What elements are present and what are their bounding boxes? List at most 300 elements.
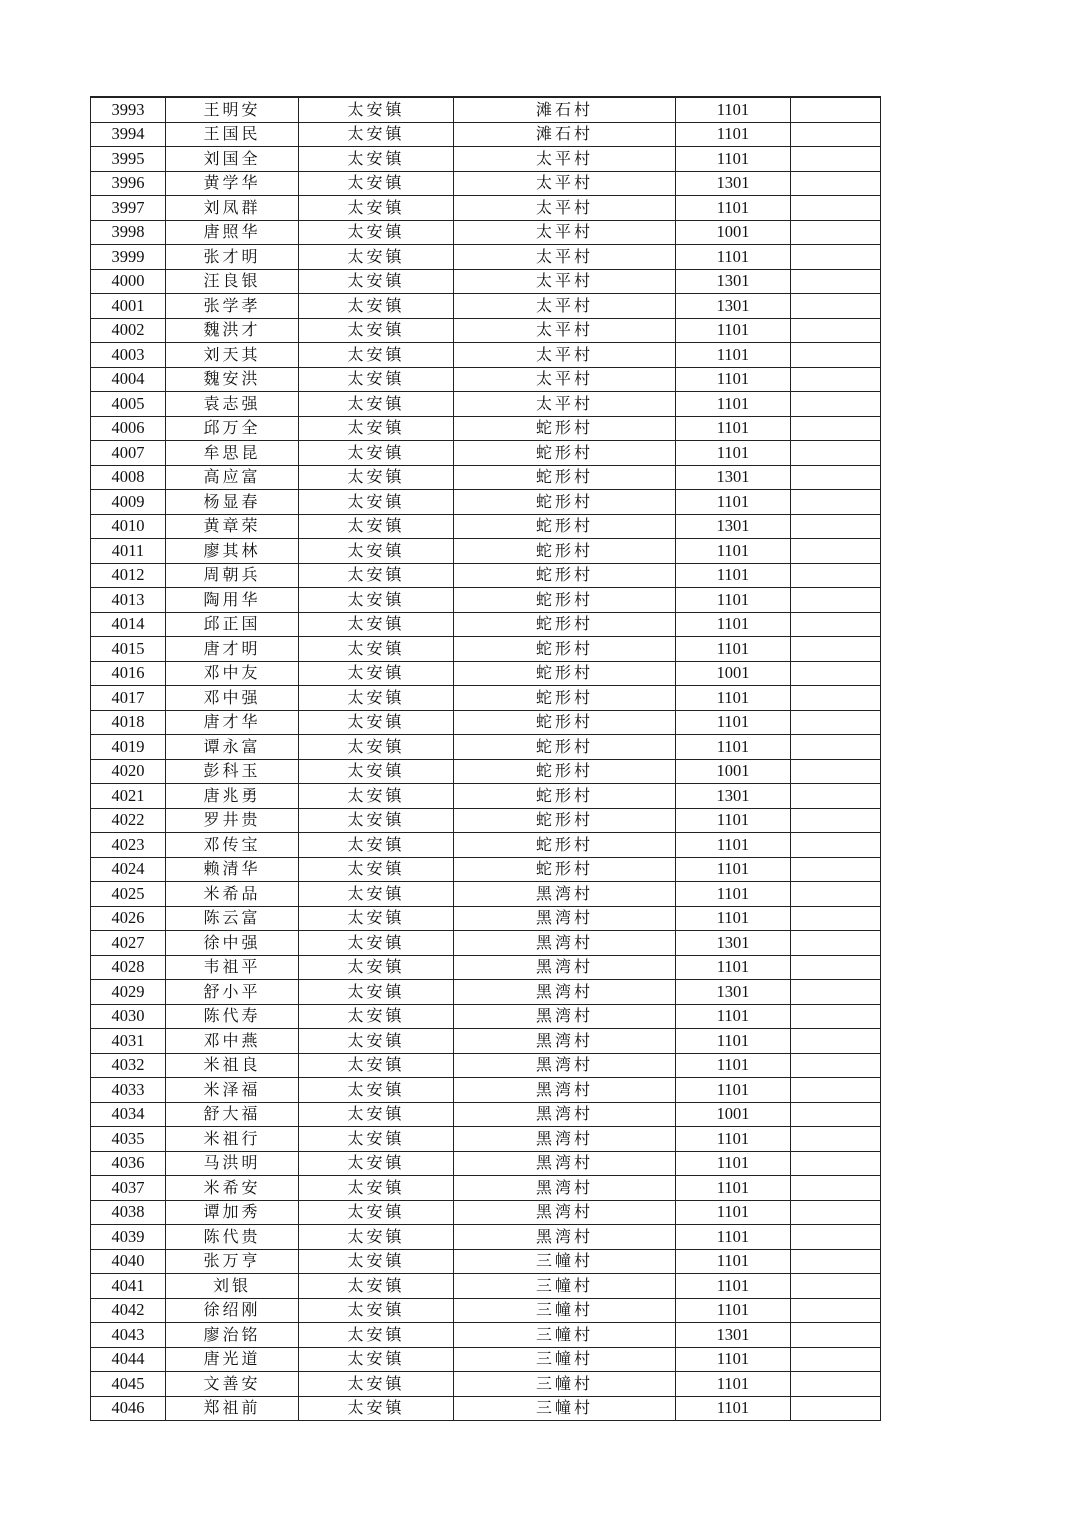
roster-table [90, 96, 881, 1421]
row-number-cell: 4014 [91, 612, 166, 637]
note-cell [791, 1249, 881, 1274]
row-number-cell: 4045 [91, 1372, 166, 1397]
table-row [91, 196, 881, 221]
person-name-cell: 廖治铭 [166, 1323, 299, 1348]
person-name-cell: 舒大福 [166, 1102, 299, 1127]
row-number-cell: 4003 [91, 343, 166, 368]
code-cell: 1101 [676, 612, 791, 637]
person-name-cell: 赖清华 [166, 857, 299, 882]
town-cell: 太安镇 [299, 931, 454, 956]
code-cell: 1001 [676, 1102, 791, 1127]
table-row [91, 1176, 881, 1201]
code-cell: 1101 [676, 1298, 791, 1323]
table-row [91, 1053, 881, 1078]
town-cell: 太安镇 [299, 563, 454, 588]
note-cell [791, 857, 881, 882]
row-number-cell: 4046 [91, 1396, 166, 1421]
note-cell [791, 392, 881, 417]
row-number-cell: 4036 [91, 1151, 166, 1176]
note-cell [791, 294, 881, 319]
row-number-cell: 3994 [91, 122, 166, 147]
town-cell: 太安镇 [299, 1225, 454, 1250]
code-cell: 1101 [676, 686, 791, 711]
code-cell: 1101 [676, 1151, 791, 1176]
village-cell: 蛇形村 [454, 490, 676, 515]
table-row [91, 441, 881, 466]
note-cell [791, 980, 881, 1005]
table-row [91, 539, 881, 564]
village-cell: 黑湾村 [454, 955, 676, 980]
code-cell: 1101 [676, 1029, 791, 1054]
note-cell [791, 147, 881, 172]
person-name-cell: 邱万全 [166, 416, 299, 441]
code-cell: 1101 [676, 1396, 791, 1421]
town-cell: 太安镇 [299, 1102, 454, 1127]
note-cell [791, 416, 881, 441]
village-cell: 黑湾村 [454, 1127, 676, 1152]
row-number-cell: 3996 [91, 171, 166, 196]
person-name-cell: 魏洪才 [166, 318, 299, 343]
town-cell: 太安镇 [299, 588, 454, 613]
village-cell: 黑湾村 [454, 1053, 676, 1078]
note-cell [791, 931, 881, 956]
note-cell [791, 808, 881, 833]
town-cell: 太安镇 [299, 269, 454, 294]
town-cell: 太安镇 [299, 171, 454, 196]
code-cell: 1101 [676, 318, 791, 343]
village-cell: 蛇形村 [454, 441, 676, 466]
row-number-cell: 4030 [91, 1004, 166, 1029]
code-cell: 1101 [676, 196, 791, 221]
note-cell [791, 1078, 881, 1103]
village-cell: 蛇形村 [454, 563, 676, 588]
table-row [91, 1323, 881, 1348]
code-cell: 1101 [676, 563, 791, 588]
table-row [91, 1078, 881, 1103]
person-name-cell: 杨显春 [166, 490, 299, 515]
town-cell: 太安镇 [299, 1323, 454, 1348]
table-row [91, 686, 881, 711]
row-number-cell: 4001 [91, 294, 166, 319]
village-cell: 蛇形村 [454, 637, 676, 662]
note-cell [791, 955, 881, 980]
table-row [91, 759, 881, 784]
person-name-cell: 黄章荣 [166, 514, 299, 539]
row-number-cell: 4038 [91, 1200, 166, 1225]
row-number-cell: 4016 [91, 661, 166, 686]
code-cell: 1101 [676, 735, 791, 760]
town-cell: 太安镇 [299, 1078, 454, 1103]
code-cell: 1101 [676, 147, 791, 172]
note-cell [791, 1200, 881, 1225]
town-cell: 太安镇 [299, 343, 454, 368]
table-row [91, 147, 881, 172]
person-name-cell: 高应富 [166, 465, 299, 490]
code-cell: 1101 [676, 245, 791, 270]
row-number-cell: 4011 [91, 539, 166, 564]
table-row [91, 980, 881, 1005]
person-name-cell: 文善安 [166, 1372, 299, 1397]
person-name-cell: 谭永富 [166, 735, 299, 760]
code-cell: 1101 [676, 416, 791, 441]
code-cell: 1101 [676, 882, 791, 907]
table-row [91, 318, 881, 343]
person-name-cell: 唐兆勇 [166, 784, 299, 809]
note-cell [791, 1053, 881, 1078]
row-number-cell: 4020 [91, 759, 166, 784]
note-cell [791, 833, 881, 858]
town-cell: 太安镇 [299, 441, 454, 466]
note-cell [791, 196, 881, 221]
row-number-cell: 4008 [91, 465, 166, 490]
table-row [91, 612, 881, 637]
table-row [91, 1029, 881, 1054]
row-number-cell: 4005 [91, 392, 166, 417]
note-cell [791, 1274, 881, 1299]
code-cell: 1301 [676, 784, 791, 809]
code-cell: 1101 [676, 833, 791, 858]
village-cell: 黑湾村 [454, 882, 676, 907]
village-cell: 三幢村 [454, 1298, 676, 1323]
note-cell [791, 465, 881, 490]
town-cell: 太安镇 [299, 759, 454, 784]
village-cell: 太平村 [454, 245, 676, 270]
row-number-cell: 4032 [91, 1053, 166, 1078]
table-row [91, 1127, 881, 1152]
village-cell: 太平村 [454, 220, 676, 245]
person-name-cell: 韦祖平 [166, 955, 299, 980]
table-row [91, 1274, 881, 1299]
town-cell: 太安镇 [299, 1029, 454, 1054]
code-cell: 1101 [676, 539, 791, 564]
person-name-cell: 邓中燕 [166, 1029, 299, 1054]
person-name-cell: 唐才华 [166, 710, 299, 735]
note-cell [791, 1347, 881, 1372]
table-row [91, 1004, 881, 1029]
note-cell [791, 759, 881, 784]
code-cell: 1101 [676, 392, 791, 417]
row-number-cell: 4043 [91, 1323, 166, 1348]
table-row [91, 1249, 881, 1274]
town-cell: 太安镇 [299, 784, 454, 809]
code-cell: 1001 [676, 661, 791, 686]
person-name-cell: 唐照华 [166, 220, 299, 245]
table-row [91, 1372, 881, 1397]
code-cell: 1101 [676, 1274, 791, 1299]
code-cell: 1301 [676, 980, 791, 1005]
village-cell: 三幢村 [454, 1274, 676, 1299]
note-cell [791, 906, 881, 931]
row-number-cell: 4034 [91, 1102, 166, 1127]
town-cell: 太安镇 [299, 833, 454, 858]
town-cell: 太安镇 [299, 906, 454, 931]
code-cell: 1101 [676, 710, 791, 735]
code-cell: 1001 [676, 759, 791, 784]
person-name-cell: 陶用华 [166, 588, 299, 613]
row-number-cell: 4017 [91, 686, 166, 711]
town-cell: 太安镇 [299, 735, 454, 760]
table-row [91, 1396, 881, 1421]
village-cell: 黑湾村 [454, 1176, 676, 1201]
note-cell [791, 367, 881, 392]
village-cell: 太平村 [454, 294, 676, 319]
village-cell: 蛇形村 [454, 808, 676, 833]
note-cell [791, 122, 881, 147]
table-row [91, 784, 881, 809]
row-number-cell: 4010 [91, 514, 166, 539]
note-cell [791, 1372, 881, 1397]
code-cell: 1101 [676, 367, 791, 392]
village-cell: 蛇形村 [454, 784, 676, 809]
person-name-cell: 陈云富 [166, 906, 299, 931]
note-cell [791, 710, 881, 735]
village-cell: 三幢村 [454, 1323, 676, 1348]
town-cell: 太安镇 [299, 857, 454, 882]
note-cell [791, 171, 881, 196]
town-cell: 太安镇 [299, 661, 454, 686]
table-row [91, 1200, 881, 1225]
table-row [91, 661, 881, 686]
village-cell: 三幢村 [454, 1372, 676, 1397]
person-name-cell: 刘银 [166, 1274, 299, 1299]
row-number-cell: 4024 [91, 857, 166, 882]
row-number-cell: 4015 [91, 637, 166, 662]
code-cell: 1101 [676, 122, 791, 147]
town-cell: 太安镇 [299, 955, 454, 980]
table-row [91, 1225, 881, 1250]
town-cell: 太安镇 [299, 1127, 454, 1152]
note-cell [791, 318, 881, 343]
town-cell: 太安镇 [299, 490, 454, 515]
code-cell: 1101 [676, 490, 791, 515]
town-cell: 太安镇 [299, 637, 454, 662]
person-name-cell: 彭科玉 [166, 759, 299, 784]
town-cell: 太安镇 [299, 220, 454, 245]
row-number-cell: 4027 [91, 931, 166, 956]
row-number-cell: 3999 [91, 245, 166, 270]
code-cell: 1101 [676, 97, 791, 122]
village-cell: 黑湾村 [454, 1225, 676, 1250]
row-number-cell: 3995 [91, 147, 166, 172]
town-cell: 太安镇 [299, 1053, 454, 1078]
person-name-cell: 王明安 [166, 97, 299, 122]
row-number-cell: 4033 [91, 1078, 166, 1103]
village-cell: 蛇形村 [454, 416, 676, 441]
row-number-cell: 4037 [91, 1176, 166, 1201]
code-cell: 1101 [676, 808, 791, 833]
town-cell: 太安镇 [299, 808, 454, 833]
town-cell: 太安镇 [299, 514, 454, 539]
village-cell: 黑湾村 [454, 1078, 676, 1103]
table-row [91, 637, 881, 662]
row-number-cell: 4029 [91, 980, 166, 1005]
row-number-cell: 4031 [91, 1029, 166, 1054]
row-number-cell: 4022 [91, 808, 166, 833]
table-row [91, 490, 881, 515]
code-cell: 1101 [676, 1249, 791, 1274]
code-cell: 1101 [676, 1372, 791, 1397]
row-number-cell: 4002 [91, 318, 166, 343]
code-cell: 1301 [676, 514, 791, 539]
table-row [91, 1151, 881, 1176]
village-cell: 太平村 [454, 269, 676, 294]
town-cell: 太安镇 [299, 392, 454, 417]
row-number-cell: 4006 [91, 416, 166, 441]
village-cell: 黑湾村 [454, 1102, 676, 1127]
code-cell: 1101 [676, 1347, 791, 1372]
person-name-cell: 魏安洪 [166, 367, 299, 392]
village-cell: 三幢村 [454, 1347, 676, 1372]
table-row [91, 1347, 881, 1372]
note-cell [791, 661, 881, 686]
table-row [91, 882, 881, 907]
table-row [91, 833, 881, 858]
town-cell: 太安镇 [299, 1176, 454, 1201]
town-cell: 太安镇 [299, 416, 454, 441]
table-row [91, 465, 881, 490]
person-name-cell: 邓中友 [166, 661, 299, 686]
row-number-cell: 4018 [91, 710, 166, 735]
row-number-cell: 4009 [91, 490, 166, 515]
village-cell: 蛇形村 [454, 514, 676, 539]
row-number-cell: 3998 [91, 220, 166, 245]
note-cell [791, 1298, 881, 1323]
table-row [91, 1298, 881, 1323]
person-name-cell: 汪良银 [166, 269, 299, 294]
row-number-cell: 4000 [91, 269, 166, 294]
person-name-cell: 周朝兵 [166, 563, 299, 588]
village-cell: 蛇形村 [454, 735, 676, 760]
table-row [91, 735, 881, 760]
row-number-cell: 4007 [91, 441, 166, 466]
village-cell: 太平村 [454, 171, 676, 196]
village-cell: 三幢村 [454, 1249, 676, 1274]
code-cell: 1301 [676, 171, 791, 196]
code-cell: 1101 [676, 1004, 791, 1029]
table-row [91, 97, 881, 122]
person-name-cell: 张万亨 [166, 1249, 299, 1274]
code-cell: 1101 [676, 1127, 791, 1152]
note-cell [791, 588, 881, 613]
table-row [91, 906, 881, 931]
person-name-cell: 张学孝 [166, 294, 299, 319]
roster-sheet [90, 96, 880, 1421]
village-cell: 蛇形村 [454, 539, 676, 564]
village-cell: 蛇形村 [454, 686, 676, 711]
village-cell: 黑湾村 [454, 1029, 676, 1054]
village-cell: 蛇形村 [454, 588, 676, 613]
note-cell [791, 735, 881, 760]
town-cell: 太安镇 [299, 612, 454, 637]
row-number-cell: 4023 [91, 833, 166, 858]
note-cell [791, 441, 881, 466]
town-cell: 太安镇 [299, 1396, 454, 1421]
town-cell: 太安镇 [299, 1274, 454, 1299]
person-name-cell: 徐中强 [166, 931, 299, 956]
village-cell: 太平村 [454, 196, 676, 221]
row-number-cell: 4025 [91, 882, 166, 907]
person-name-cell: 廖其林 [166, 539, 299, 564]
village-cell: 滩石村 [454, 122, 676, 147]
person-name-cell: 牟思昆 [166, 441, 299, 466]
note-cell [791, 343, 881, 368]
village-cell: 黑湾村 [454, 931, 676, 956]
person-name-cell: 袁志强 [166, 392, 299, 417]
table-row [91, 514, 881, 539]
note-cell [791, 1176, 881, 1201]
code-cell: 1101 [676, 441, 791, 466]
row-number-cell: 3997 [91, 196, 166, 221]
village-cell: 蛇形村 [454, 661, 676, 686]
town-cell: 太安镇 [299, 1151, 454, 1176]
village-cell: 蛇形村 [454, 759, 676, 784]
note-cell [791, 539, 881, 564]
town-cell: 太安镇 [299, 147, 454, 172]
note-cell [791, 563, 881, 588]
table-row [91, 857, 881, 882]
village-cell: 蛇形村 [454, 857, 676, 882]
table-row [91, 1102, 881, 1127]
person-name-cell: 郑祖前 [166, 1396, 299, 1421]
code-cell: 1101 [676, 857, 791, 882]
row-number-cell: 4019 [91, 735, 166, 760]
code-cell: 1101 [676, 1053, 791, 1078]
person-name-cell: 陈代寿 [166, 1004, 299, 1029]
note-cell [791, 784, 881, 809]
person-name-cell: 米希品 [166, 882, 299, 907]
person-name-cell: 米祖行 [166, 1127, 299, 1152]
note-cell [791, 1102, 881, 1127]
code-cell: 1101 [676, 955, 791, 980]
village-cell: 太平村 [454, 343, 676, 368]
village-cell: 太平村 [454, 367, 676, 392]
note-cell [791, 220, 881, 245]
table-row [91, 392, 881, 417]
code-cell: 1101 [676, 906, 791, 931]
code-cell: 1301 [676, 931, 791, 956]
note-cell [791, 1323, 881, 1348]
person-name-cell: 刘天其 [166, 343, 299, 368]
code-cell: 1101 [676, 1176, 791, 1201]
village-cell: 黑湾村 [454, 980, 676, 1005]
code-cell: 1101 [676, 588, 791, 613]
town-cell: 太安镇 [299, 1372, 454, 1397]
row-number-cell: 4026 [91, 906, 166, 931]
row-number-cell: 4042 [91, 1298, 166, 1323]
note-cell [791, 612, 881, 637]
town-cell: 太安镇 [299, 245, 454, 270]
person-name-cell: 唐才明 [166, 637, 299, 662]
town-cell: 太安镇 [299, 980, 454, 1005]
person-name-cell: 邓传宝 [166, 833, 299, 858]
village-cell: 滩石村 [454, 97, 676, 122]
code-cell: 1301 [676, 465, 791, 490]
village-cell: 三幢村 [454, 1396, 676, 1421]
person-name-cell: 邱正国 [166, 612, 299, 637]
note-cell [791, 1127, 881, 1152]
table-row [91, 955, 881, 980]
code-cell: 1301 [676, 294, 791, 319]
town-cell: 太安镇 [299, 294, 454, 319]
row-number-cell: 4021 [91, 784, 166, 809]
town-cell: 太安镇 [299, 710, 454, 735]
village-cell: 蛇形村 [454, 710, 676, 735]
person-name-cell: 黄学华 [166, 171, 299, 196]
village-cell: 蛇形村 [454, 612, 676, 637]
town-cell: 太安镇 [299, 1298, 454, 1323]
row-number-cell: 4039 [91, 1225, 166, 1250]
note-cell [791, 1029, 881, 1054]
